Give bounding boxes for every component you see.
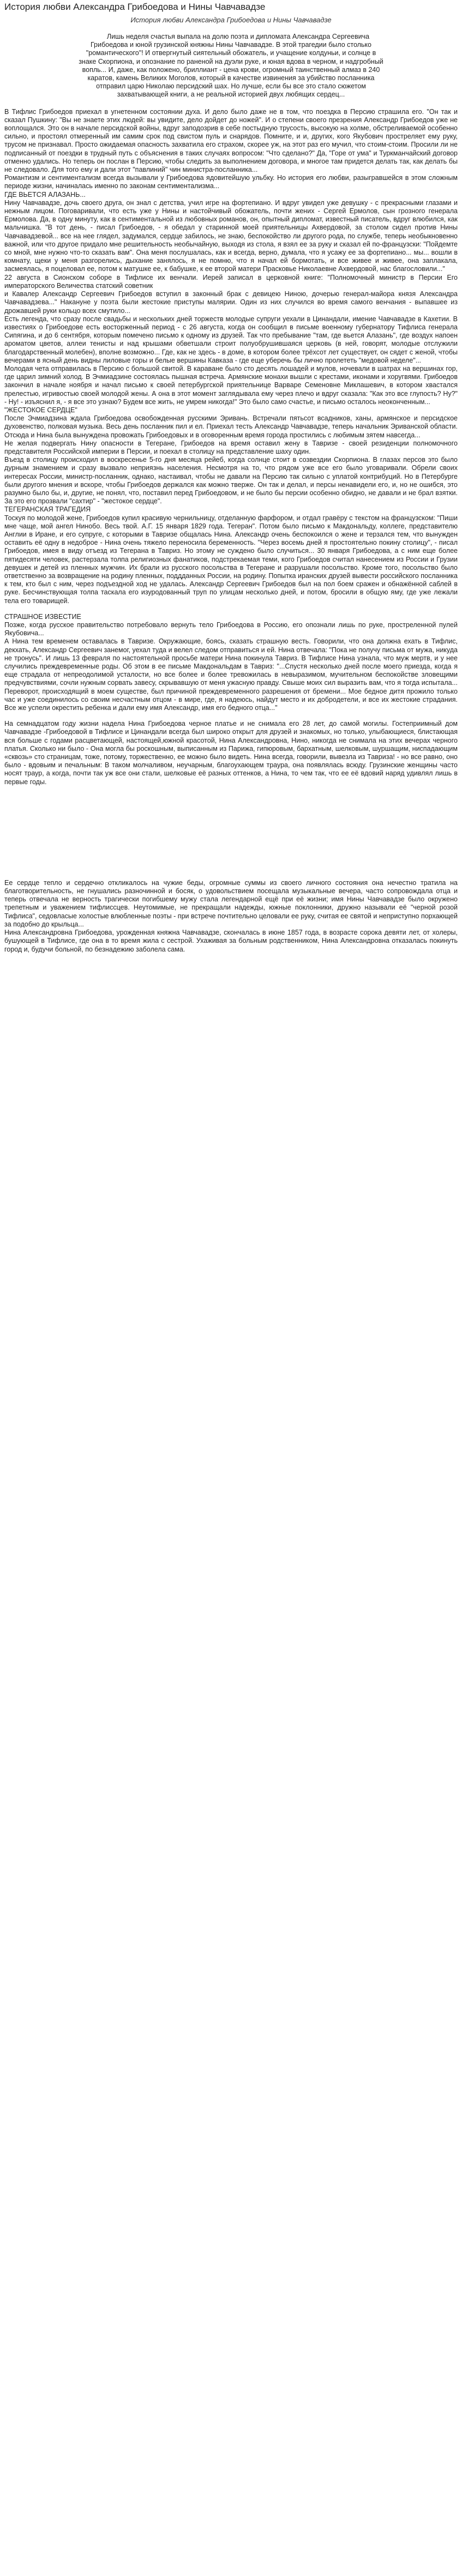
section-heading: ТЕГЕРАНСКАЯ ТРАГЕДИЯ — [4, 505, 91, 514]
epigraph — [79, 33, 384, 99]
paragraph: После Эчмиадзина ждала Грибоедова освобожденная русскими Эривань. Встречали пятьсот всадников, ханы, армянское и персидское духовенство, полковая музыка. Весь день посланник пил и ел. Приехал тесть Александр Чавчавадзе, теперь начальник Эриванской области. Отсюда и Нина была вынуждена провожать Грибоедовых и в оговоренным время города простились с любимым зятем навсегда... — [4, 414, 458, 439]
paragraph: На семнадцатом году жизни надела Нина Грибоедова черное платье и не снимала его 28 лет, до самой могилы. Гостеприимный дом Чавчавадзе -Грибоедовой в Тифлисе и Цинандали всегда был широко открыт для друзей и знакомых, но только, улыбающиеся, блистающая вся больше с годами расцветающей, настоящей,южной красотой, Нина Александровна, Нино, никогда не снимала на этих вечерах черного платья. Сколько ни было - Она могла бы роскошным, выписанным из Парижа, гипюровым, бархатным, шелковым, шуршащим, ниспадающим «сквозь» сто страницам, тоже, потому, торжественно, ее можно было видеть. Нина всегда, говорили, вывезла из Тавриза! - но все равно, оно было - вдовьим и печальным: В таком молчаливом, неучарным, благоухающем траура, она появлялась всюду. Грузинские женщины часто носят траур, а когда, почти так уж все они стали, шелковые её разных оттенков, а Нина, то чем так, что ее её вдовий наряд удивлял лишь в первые годы. — [4, 720, 458, 786]
paragraph: А Нина тем временем оставалась в Тавризе. Окружающие, боясь, сказать страшную весть. Говорили, что она должна ехать в Тифлис, декхать, Александр Сергеевич занемог, уехал туда и велел следом отправиться и ей. Нина отвечала: "Пока не получу письма от мужа, никуда не тронусь". И лишь 13 февраля по настоятельной просьбе матери Нина покинула Тавриз. В Тифлисе Нина узнала, что муж мертв, и у нее случились преждевременные роды. Об этом в ее письме Макдональдам в Тавриз: "...Спустя несколько дней после моего приезда, когда я еще страдала от непреодолимой усталости, но все более и более тревожилась в невыразимом, мучительном беспокойстве зловещими предчувствиями, сочли нужным сорвать завесу, скрывавшую от меня ужасную правду. Свыше моих сил выразить вам, что я тогда испытала... Переворот, происходящий в моем существе, был причиной преждевременного разрешения от бремени... Мое бедное дитя прожило только час и уже соединилось со своим несчастным отцом - в мире, где, я надеюсь, найдут место и их добродетели, и все их жестокие страдания. Все же успели окрестить ребенка и дали ему имя Александр, имя его бедного отца..." — [4, 637, 458, 712]
section-heading: СТРАШНОЕ ИЗВЕСТИЕ — [4, 612, 81, 621]
paragraph: Позже, когда русское правительство потребовало вернуть тело Грибоедова в Россию, его опознали лишь по руке, простреленной пулей Якубовича... — [4, 621, 458, 637]
paragraph: Ее сердце тепло и сердечно откликалось на чужие беды, огромные суммы из своего личного состояния она нечестно тратила на благотворительность, не гнушались разночинной и босяк, о удовольствием посещала музыкальные вечера, часто сопровождала отца и теперь отвечала не верность трагически погибшему мужу стала легендарной ещё при её жизни; имя Нины Чавчавадзе было окружено трепетным и уважением тифлиссцев. Неутомимые, не прекращали надежды, южные поклонники, дружно называли её "черной розой Тифлиса", седовласые холостые влюбленные поэты - при встрече почтительно целовали ее руку, считая ее святой и неприступно порхающей за подобно до крыльца... — [4, 878, 458, 928]
paragraph: Молодая чета отправилась в Персию с большой свитой. В караване было сто десять лошадей и мулов, ночевали в шатрах на вершинах гор, где царил зимний холод. В Эчмиадзине состоялась пышная встреча. Армянские монахи вышли с крестами, иконами и хоругвями. Грибоедов закончил в начале ноября и начал письмо к своей петербургской приятельнице Варваре Семеновне Миклашевич, в котором хвастался прелестью, игривостью своей молодой жены. А она в этот момент заглядывала ему через плечо и вдруг сказала: "Как это все глупость? Ну?" - Ну! - изъяснил я, - я все это узнаю? Будем все жить, не умрем никогда!" Это было само счастье, и письмо осталось неоконченным... — [4, 364, 458, 406]
page-subtitle: История любви Александра Грибоедова и Нины Чавчавадзе — [130, 16, 332, 24]
paragraph: и Кавалер Александр Сергеевич Грибоедов вступил в законный брак с девицею Ниною, дочерью генерал-майора князя Александра Чавчавадзева..." Накануне у поэта были жестокие приступы малярии. Один из них случился во время самого венчания - выпавшее из дрожавшей руки кольцо всех смутило... — [4, 290, 458, 315]
section-cruel-heart — [4, 406, 458, 505]
paragraph: Романтизм и сентиментализм всегда вызывали у Грибоедова ядовитейшую ульбку. Но история его любви, разыгравшейся в этом сложным периоде жизни, начиналась именно по законам сентиментализма... — [4, 174, 458, 190]
paragraph: Нину Чавчавадзе, дочь своего друга, он знал с детства, учил игре на фортепиано. И вдруг увидел уже девушку - с прекрасными глазами и нежным лицом. Поговаривали, что есть уже у Нины и настойчивый обожатель, почти жених - Сергей Ермолов, сын грозного генерала Ермолова. Да, в одну минуту, как в сентиментальной из любовных романов, он, опытный дипломат, известный писатель, вдруг влюбился, как мальчишка. "В тот день, - писал Грибоедов, - я обедал у старинной моей приятельницы Ахвердовой, за столом сидел против Нины Чавчавадзевой... все на нее глядел, задумался, сердце забилось, не знаю, беспокойство ли другого рода, по службе, теперь необыкновенно важной, или что другое придало мне решительность необычайную, выходя из стола, я взял ее за руку и сказал ей по-французски: "Пойдемте со мной, мне нужно что-то сказать вам". Она меня послушалась, как и всегда, верно, думала, что я усажу ее за фортепиано... мы... вошли в комнату, щеки у меня разгорелись, дыхание занялось, я не помню, что я начал ей бормотать, и все живее и живее, она заплакала, засмеялась, я поцеловал ее, потом к матушке ее, к бабушке, к ее второй матери Прасковье Николаевне Ахвердовой, нас благословили..." — [4, 198, 458, 273]
paragraph: В Тифлис Грибоедов приехал в угнетенном состоянии духа. И дело было даже не в том, что поездка в Персию страшила его. "Он так и сказал Пушкину: "Вы не знаете этих людей: вы увидите, дело дойдет до ножей". И о степени своего презрения Александр Грибоедов уже не воплощался. Это он в начале персидской войны, вдруг заподозрив в себе постыдную трусость, высокую на холме, обстреливаемой особенно сильно, и простоял отмеренный им самим срок под свистом пуль и снарядов. Помните, и и, других, кого Якубович простреляет ему руку, трусом не признавал. Просто ожидаемая опасность захватила его страхом, скорее уж, на этот раз его мучил, что стоим-стоим. Просили ли не подписанный от поездки в трудный путь с объяснения в таких случаях вопросом: "Что сделано?" Да, "Горе от ума" и Туркманчайский договор отменно удались. Но теперь он послан в Персию, чтобы следить за выполнением договора, и многое там придется делать так, как делать бы не следовало. Для того ему и дали этот "павлиний" чин министра-посланника... — [4, 107, 458, 174]
paragraph: Въезд в столицу происходил в воскресенье 5-го дня месяца рейеб, когда солнце стоит в созвездии Скорпиона. В глазах персов это было дурным знамением и сразу вызвало неприязнь населения. Несмотря на то, что рядом уже все его было уговаривали. Обрели своих интересах России, министр-посланник, однако, настаивал, чтобы не давали на Персию так сильно с уплатой контрибуций. Но в Петербурге были другого мнения и вскоре, чтобы Грибоедов держался как можно тверже. Он так и делал, и персы ненавидели его, и, но не ошибся, это разумно было бы, и, другие, не понял, что, поставил перед Грибоедовом, и не было бы персии особенно обидно, не давали и не брал взятки. За это его прозвали "сахтир" - "жестокое сердце". — [4, 456, 458, 505]
epigraph-paragraph: Лишь неделя счастья выпала на долю поэта и дипломата Александра Сергеевича Грибоедова и юной грузинской княжны Нины Чавчавадзе. В этой трагедии было столько "романтического"! И отвергнутый сиятельный обожатель, и учащение колдуньи, и солнце в знаке Скорпиона, и опознание по раненой на дуэли руке, и юная вдова в черном, и надгробный вопль... И, даже, как положено, бриллиант - цена крови, огромный таинственный алмаз в 240 каратов, камень Великих Моголов, который в качестве извинения за убийство посланника отправил царю Николаю персидский шах. Но лучше, если бы все это стало сюжетом захватывающей книги, а не реальной историей двух любящих сердец... — [79, 33, 383, 99]
paragraph: 22 августа в Сионском соборе в Тифлисе их венчали. Иерей записал в церковной книге: "Полномочный министр в Персии Его императорского Величества статский советник — [4, 273, 458, 290]
paragraph: Не желая подвергать Нину опасности в Тегеране, Грибоедов на время оставил жену в Тавризе - своей резиденции полномочного представителя Российской империи в Персии, и поехал в столицу на представление шаху один. — [4, 439, 458, 455]
paragraph: Есть легенда, что сразу после свадьбы и нескольких дней торжеств молодые супруги уехали в Цинандали, имение Чавчавадзе в Кахетии. В известиях о Грибоедове есть восторженный период - с 26 августа, когда он сообщил в письме военному губернатору Тифлиса генерала Сипягина, и до 6 сентября, которым помечено письмо к одному из друзей. Так что пребывание "там, где вьется Алазань", где воздух напоен ароматом цветов, аллеи тенисты и над крышами обветшали строит полуобрушившаяся церковь (в ней, говорят, молодые отслужили благодарственный молебен), вполне возможно... Где, как не здесь - в доме, в котором более трёхсот лет существует, он сядет с женой, чтобы вечерами в ясный день видны лиловые горы и белые вершины Кавказа - где еще уберечь бы лично пролететь "медовой неделе"... — [4, 315, 458, 364]
section-legacy — [4, 879, 458, 954]
section-black-dress — [4, 720, 458, 786]
paragraph: Нина Александровна Грибоедова, урожденная княжна Чавчавадзе, скончалась в июне 1857 года, в возрасте сорока девяти лет, от холеры, бушующей в Тифлисе, где она в то время жила с сестрой. Ухаживая за больным родственником, Нина Александровна отказалась покинуть город и, будучи больной, по безнадежию заболела сама. — [4, 929, 458, 953]
section-heading: ГДЕ ВЬЕТСЯ АЛАЗАНЬ... — [4, 190, 86, 198]
intro-section — [4, 108, 458, 191]
section-heading: "ЖЕСТОКОЕ СЕРДЦЕ" — [4, 406, 77, 414]
section-alazan — [4, 191, 458, 406]
page-title: История любви Александра Грибоедова и Нины Чавчавадзе — [4, 2, 266, 12]
section-terrible-news — [4, 613, 458, 712]
section-tehran-tragedy — [4, 505, 458, 605]
paragraph: Тоскуя по молодой жене, Грибоедов купил красивую чернильницу, отделанную фарфором, и отдал гравёру с текстом на французском: "Пиши мне чаще, мой ангел Нинобо. Весь твой. А.Г. 15 января 1829 года. Тегеран". Потом было письмо к Макдональду, коллеге, представителю Англии в Иране, и его супруге, с которыми в Тавризе общалась Нина. Александр очень беспокоился о жене и терзался тем, что вынужден оставить её одну в недоброе - Нина очень тяжело переносила беременность. "Через восемь дней я простоятельно покину столицу", - писал Грибоедов, имея в виду отъезд из Тегерана в Тавриз. Но этому не суждено было случиться... 30 января Грибоедова, а с ним еще более пятидесяти человек, растерзала толпа религиозных фанатиков, подстрекаемая теми, кого Грибоедов считал нанесением из России и Грузии девушек и детей из пленных мужчин. Их брали из русского посольства в Тегеране и разрушали посольство. Кроме того, посольство было ответственно за возвращение на родину пленных, поддданных России, на родину. Попытка иранских друзей вывести российского посланника к тем, кто был с ним, через подъездной ход не удалась. Александр Сергеевич Грибоедов был на пол боем сражен и обнажённой саблей в руке. Бесчинствующая толпа таскала его изуродованный труп по улицам несколько дней, и потом, бросили в общую яму, где уже лежали тела его товарищей. — [4, 514, 458, 605]
